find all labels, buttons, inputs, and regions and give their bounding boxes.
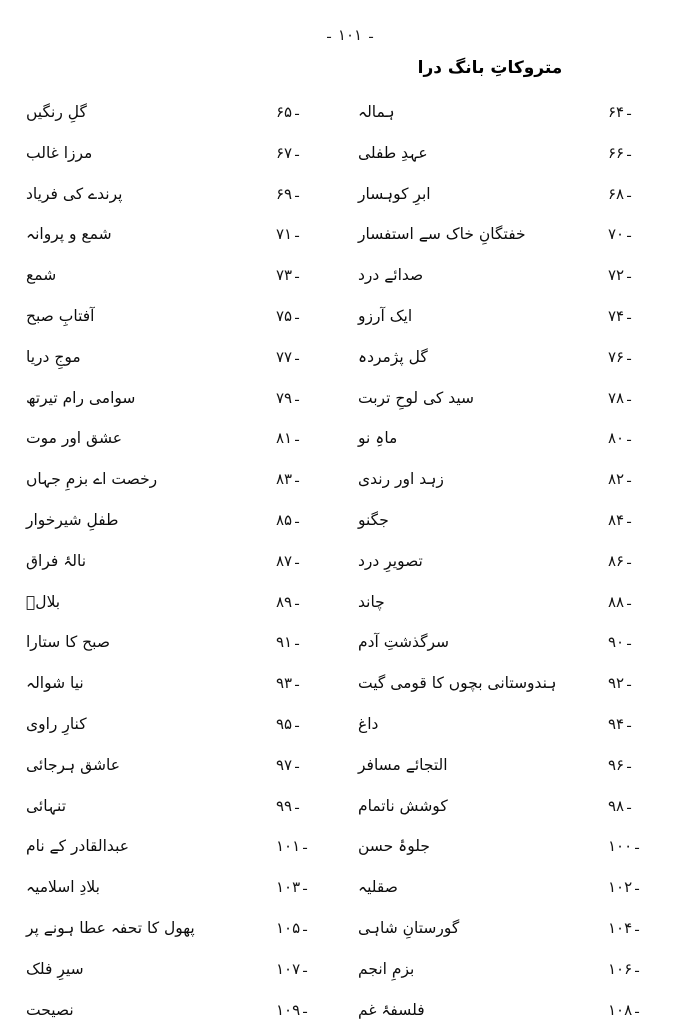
toc-entry[interactable] xyxy=(358,418,666,459)
toc-entry-title: شمع xyxy=(26,266,57,285)
toc-entry-number: ـ۹۹ xyxy=(272,786,334,827)
toc-entry[interactable] xyxy=(26,582,334,623)
toc-entry-title: بزمِ انجم xyxy=(358,959,415,978)
toc-entry-title: عبدالقادر کے نام xyxy=(26,837,129,856)
toc-entry[interactable] xyxy=(358,908,666,949)
toc-entry-number: ـ۷۰ xyxy=(604,214,666,255)
toc-entry-title: کنارِ راوی xyxy=(26,714,87,733)
toc-entry[interactable] xyxy=(26,622,334,663)
toc-entry-dash: ـ xyxy=(295,675,299,691)
toc-entry[interactable] xyxy=(358,622,666,663)
toc-entry-title: صبح کا ستارا xyxy=(26,633,110,652)
toc-entry[interactable] xyxy=(26,133,334,174)
toc-entry-number: ـ۶۷ xyxy=(272,133,334,174)
toc-entry[interactable] xyxy=(358,582,666,623)
folio-dash-right: ـ xyxy=(369,27,373,42)
toc-entry-number: ـ۸۱ xyxy=(272,418,334,459)
toc-entry[interactable] xyxy=(26,745,334,786)
toc-entry-title: نیا شوالہ xyxy=(26,674,84,693)
toc-entry[interactable] xyxy=(358,704,666,745)
toc-entry-number: ـ۱۰۱ xyxy=(272,826,334,867)
toc-entry[interactable] xyxy=(26,459,334,500)
toc-entry-dash: ـ xyxy=(295,185,299,201)
toc-entry-dash: ـ xyxy=(627,756,631,772)
toc-entry[interactable] xyxy=(26,296,334,337)
toc-entry-number: ـ۷۷ xyxy=(272,337,334,378)
toc-entry-dash: ـ xyxy=(627,267,631,283)
toc-entry-number: ـ۸۳ xyxy=(272,459,334,500)
toc-entry-title: عاشق ہرجائی xyxy=(26,755,120,774)
toc-entry-title: طفلِ شیرخوار xyxy=(26,510,119,529)
toc-entry[interactable] xyxy=(358,663,666,704)
toc-entry-title: پھول کا تحفہ عطا ہونے پر xyxy=(26,918,195,937)
folio-dash-left: ـ xyxy=(327,27,331,42)
toc-entry-title: کوشش ناتمام xyxy=(358,796,448,815)
toc-entry[interactable] xyxy=(26,704,334,745)
toc-entry-number: ـ۷۱ xyxy=(272,214,334,255)
toc-entry-number: ـ۶۶ xyxy=(604,133,666,174)
toc-entry-number: ـ۶۴ xyxy=(604,92,666,133)
toc-entry-dash: ـ xyxy=(295,430,299,446)
toc-entry[interactable] xyxy=(26,337,334,378)
toc-entry-title: گلِ رنگیں xyxy=(26,103,87,121)
toc-entry-dash: ـ xyxy=(627,511,631,527)
toc-entry-number: ـ۹۱ xyxy=(272,622,334,663)
toc-entry-dash: ـ xyxy=(295,634,299,650)
toc-entry-number: ـ۶۵ xyxy=(272,92,334,133)
toc-entry-dash: ـ xyxy=(635,919,639,935)
toc-entry-number: ـ۹۳ xyxy=(272,663,334,704)
toc-entry-dash: ـ xyxy=(635,960,639,976)
toc-entry-number: ـ۸۵ xyxy=(272,500,334,541)
toc-entry-title: سوامی رام تیرتھ xyxy=(26,388,136,407)
toc-entry-title: عہدِ طفلی xyxy=(358,143,428,162)
toc-entry-title: پرندے کی فریاد xyxy=(26,184,123,203)
toc-entry[interactable] xyxy=(358,378,666,419)
toc-entry[interactable] xyxy=(358,459,666,500)
toc-entry-dash: ـ xyxy=(303,838,307,854)
toc-entry-dash: ـ xyxy=(303,1001,307,1017)
toc-entry-dash: ـ xyxy=(295,348,299,364)
toc-entry-dash: ـ xyxy=(627,104,631,119)
toc-entry-title: بلالؓ xyxy=(26,592,61,611)
toc-columns xyxy=(0,92,700,1030)
toc-entry-title: خفتگانِ خاک سے استفسار xyxy=(358,225,526,244)
toc-entry-title: تنہائی xyxy=(26,796,67,815)
toc-entry-title: نصیحت xyxy=(26,1000,74,1019)
toc-entry-number: ـ۷۹ xyxy=(272,378,334,419)
toc-entry-dash: ـ xyxy=(303,879,307,895)
toc-entry-dash: ـ xyxy=(295,552,299,568)
toc-entry-dash: ـ xyxy=(627,675,631,691)
toc-entry[interactable] xyxy=(358,337,666,378)
toc-entry-number: ـ۹۸ xyxy=(604,786,666,827)
toc-entry[interactable] xyxy=(358,92,666,133)
toc-entry-dash: ـ xyxy=(627,797,631,813)
toc-entry[interactable] xyxy=(358,255,666,296)
toc-entry-title: آفتابِ صبح xyxy=(26,306,95,325)
toc-entry-dash: ـ xyxy=(627,307,631,323)
toc-entry-number: ـ۹۵ xyxy=(272,704,334,745)
toc-entry-dash: ـ xyxy=(627,185,631,201)
toc-entry-dash: ـ xyxy=(295,307,299,323)
toc-entry-number: ـ۱۰۷ xyxy=(272,949,334,990)
toc-entry[interactable] xyxy=(26,214,334,255)
toc-entry-number: ـ۷۲ xyxy=(604,255,666,296)
toc-entry-dash: ـ xyxy=(635,1001,639,1017)
toc-column-right xyxy=(346,92,666,1030)
toc-entry-number: ـ۷۳ xyxy=(272,255,334,296)
toc-entry[interactable] xyxy=(358,500,666,541)
toc-entry-number: ـ۸۰ xyxy=(604,418,666,459)
toc-entry-dash: ـ xyxy=(295,797,299,813)
toc-entry-number: ـ۶۹ xyxy=(272,174,334,215)
toc-entry-number: ـ۸۲ xyxy=(604,459,666,500)
toc-entry-title: گل پژمردہ xyxy=(358,347,428,366)
toc-entry[interactable] xyxy=(26,786,334,827)
toc-entry-title: صقلیہ xyxy=(358,878,398,897)
toc-entry-number: ـ۷۴ xyxy=(604,296,666,337)
toc-entry-dash: ـ xyxy=(295,593,299,609)
toc-entry-title: ایک آرزو xyxy=(358,306,413,325)
toc-entry-number: ـ۷۸ xyxy=(604,378,666,419)
toc-entry-number: ـ۱۰۵ xyxy=(272,908,334,949)
toc-entry-title: مرزا غالب xyxy=(26,143,93,162)
toc-entry[interactable] xyxy=(26,92,334,133)
toc-entry-title: سرگذشتِ آدم xyxy=(358,633,449,652)
toc-entry-title: صدائے درد xyxy=(358,266,424,285)
toc-entry[interactable] xyxy=(26,500,334,541)
toc-entry-dash: ـ xyxy=(627,144,631,160)
toc-entry-title: چاند xyxy=(358,592,385,611)
toc-entry-title: سیرِ فلک xyxy=(26,959,84,978)
toc-entry[interactable] xyxy=(26,949,334,990)
toc-entry-dash: ـ xyxy=(295,756,299,772)
toc-entry-title: نالۂ فراق xyxy=(26,551,87,570)
toc-entry-dash: ـ xyxy=(295,471,299,487)
toc-entry-number: ـ۹۲ xyxy=(604,663,666,704)
toc-entry-title: ماہِ نو xyxy=(358,429,398,448)
folio-number: ۱۰۱ xyxy=(337,26,363,44)
toc-entry-dash: ـ xyxy=(627,348,631,364)
toc-entry-dash: ـ xyxy=(295,715,299,731)
toc-entry-dash: ـ xyxy=(627,226,631,242)
toc-entry-dash: ـ xyxy=(627,715,631,731)
toc-entry[interactable] xyxy=(26,255,334,296)
toc-entry-number: ـ۱۰۰ xyxy=(604,826,666,867)
toc-entry-number: ـ۷۵ xyxy=(272,296,334,337)
toc-entry-dash: ـ xyxy=(627,430,631,446)
toc-entry-title: فلسفۂ غم xyxy=(358,1000,425,1019)
toc-entry-number: ـ۹۷ xyxy=(272,745,334,786)
toc-entry-title: ابرِ کوہسار xyxy=(358,184,431,203)
toc-entry[interactable] xyxy=(26,908,334,949)
toc-entry-number: ـ۱۰۳ xyxy=(272,867,334,908)
toc-entry-dash: ـ xyxy=(627,389,631,405)
toc-entry[interactable] xyxy=(358,214,666,255)
toc-entry-title: عشق اور موت xyxy=(26,429,123,448)
toc-entry-dash: ـ xyxy=(303,919,307,935)
page-folio xyxy=(0,26,700,44)
toc-entry-title: رخصت اے بزمِ جہاں xyxy=(26,470,158,489)
toc-entry-title: جگنو xyxy=(358,510,389,529)
toc-entry[interactable] xyxy=(26,541,334,582)
toc-entry[interactable] xyxy=(358,745,666,786)
toc-entry-dash: ـ xyxy=(295,226,299,242)
toc-entry-title: بلادِ اسلامیہ xyxy=(26,878,100,897)
toc-entry-number: ـ۱۰۹ xyxy=(272,990,334,1030)
toc-entry-number: ـ۸۶ xyxy=(604,541,666,582)
toc-entry-dash: ـ xyxy=(303,960,307,976)
toc-entry[interactable] xyxy=(26,826,334,867)
toc-entry[interactable] xyxy=(358,174,666,215)
toc-entry[interactable] xyxy=(26,663,334,704)
toc-column-left xyxy=(26,92,346,1030)
toc-entry-dash: ـ xyxy=(635,838,639,854)
toc-entry[interactable] xyxy=(26,418,334,459)
toc-entry[interactable] xyxy=(26,174,334,215)
toc-entry-number: ـ۸۷ xyxy=(272,541,334,582)
toc-entry-number: ـ۸۹ xyxy=(272,582,334,623)
toc-entry[interactable] xyxy=(26,867,334,908)
toc-entry-title: ہمالہ xyxy=(358,103,395,121)
toc-entry-number: ـ۱۰۶ xyxy=(604,949,666,990)
toc-entry[interactable] xyxy=(358,949,666,990)
toc-entry-title: گورستانِ شاہی xyxy=(358,918,460,937)
toc-entry-number: ـ۱۰۲ xyxy=(604,867,666,908)
toc-entry-number: ـ۹۴ xyxy=(604,704,666,745)
toc-entry-number: ـ۱۰۸ xyxy=(604,990,666,1030)
section-heading: متروکاتِ بانگ درا xyxy=(417,58,563,78)
toc-entry[interactable] xyxy=(26,990,334,1030)
toc-entry-title: موجِ دریا xyxy=(26,347,81,366)
toc-entry[interactable] xyxy=(358,826,666,867)
toc-entry-number: ـ۹۶ xyxy=(604,745,666,786)
toc-entry-dash: ـ xyxy=(295,511,299,527)
toc-entry-dash: ـ xyxy=(295,104,299,119)
toc-entry-dash: ـ xyxy=(627,552,631,568)
toc-entry-dash: ـ xyxy=(627,593,631,609)
toc-entry[interactable] xyxy=(358,867,666,908)
toc-entry-dash: ـ xyxy=(627,634,631,650)
toc-entry-dash: ـ xyxy=(627,471,631,487)
toc-entry[interactable] xyxy=(358,786,666,827)
toc-entry-number: ـ۹۰ xyxy=(604,622,666,663)
toc-entry-title: زہد اور رندی xyxy=(358,470,444,489)
toc-entry-title: داغ xyxy=(358,714,379,733)
toc-entry[interactable] xyxy=(358,296,666,337)
toc-entry-dash: ـ xyxy=(295,389,299,405)
toc-entry-title: شمع و پروانہ xyxy=(26,225,112,244)
toc-entry-title: جلوۂ حسن xyxy=(358,837,430,856)
toc-entry-dash: ـ xyxy=(635,879,639,895)
toc-entry-number: ـ۸۸ xyxy=(604,582,666,623)
toc-entry-title: التجائے مسافر xyxy=(358,755,448,774)
toc-entry-number: ـ۷۶ xyxy=(604,337,666,378)
toc-entry-number: ـ۶۸ xyxy=(604,174,666,215)
toc-entry-title: سید کی لوحِ تربت xyxy=(358,388,475,407)
toc-entry-title: تصویرِ درد xyxy=(358,551,423,570)
toc-entry[interactable] xyxy=(358,990,666,1030)
toc-entry-number: ـ۱۰۴ xyxy=(604,908,666,949)
toc-entry-dash: ـ xyxy=(295,267,299,283)
toc-entry[interactable] xyxy=(358,541,666,582)
toc-entry[interactable] xyxy=(358,133,666,174)
toc-entry-number: ـ۸۴ xyxy=(604,500,666,541)
toc-entry-title: ہندوستانی بچوں کا قومی گیت xyxy=(358,674,557,693)
toc-entry[interactable] xyxy=(26,378,334,419)
toc-entry-dash: ـ xyxy=(295,144,299,160)
